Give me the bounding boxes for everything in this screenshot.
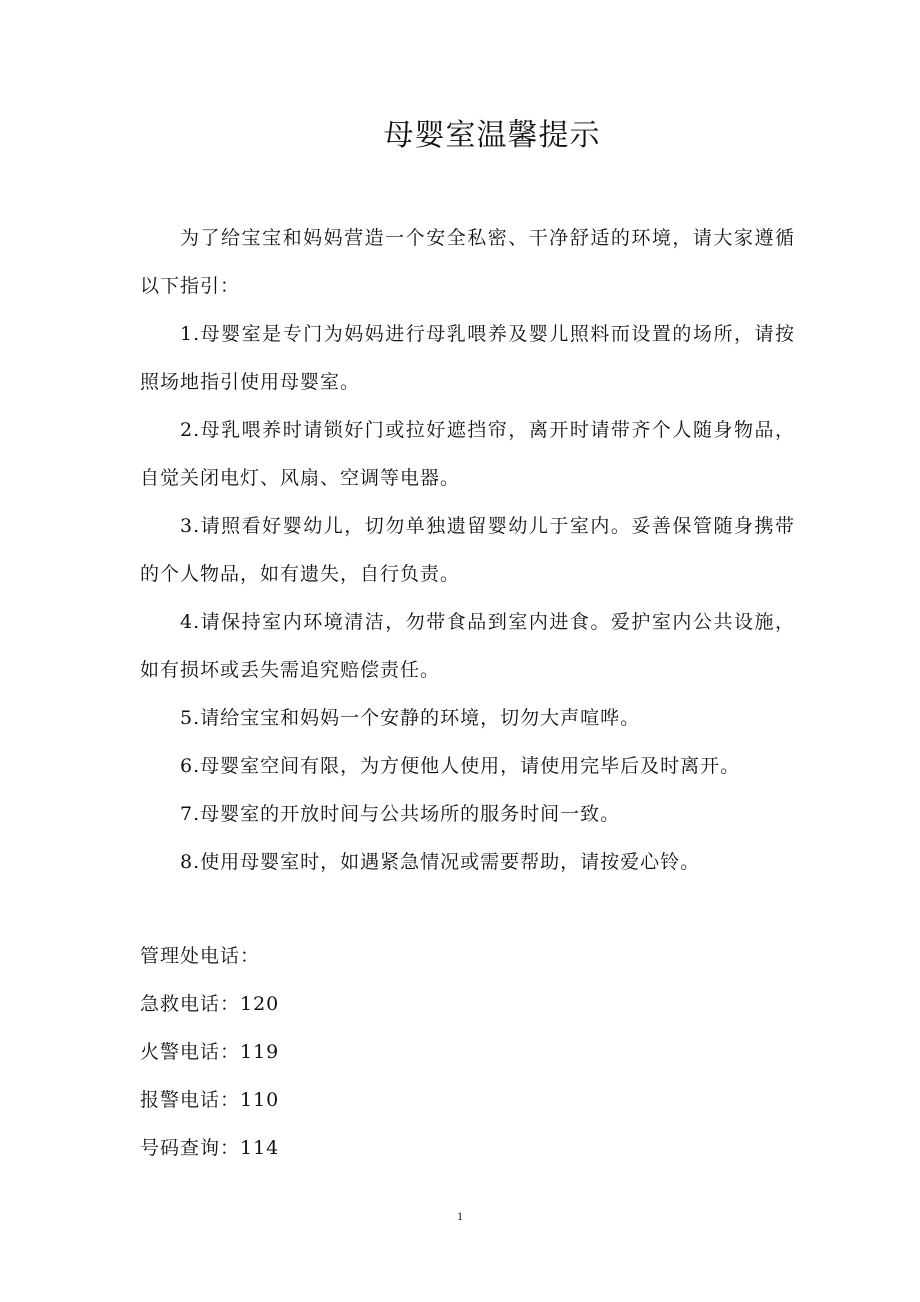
directory-phone: 号码查询：114 [140,1137,280,1159]
guideline-item-1: 1.母婴室是专门为妈妈进行母乳喂养及婴儿照料而设置的场所，请按照场地指引使用母婴室。 [140,323,795,393]
contact-list [140,932,795,1172]
intro-paragraph: 为了给宝宝和妈妈营造一个安全私密、干净舒适的环境，请大家遵循以下指引： [140,227,795,297]
management-phone: 管理处电话： [140,945,261,967]
page-title: 母婴室温馨提示 [383,118,601,153]
guideline-item-4: 4.请保持室内环境清洁，勿带食品到室内进食。爱护室内公共设施，如有损坏或丢失需追究赔偿责任。 [140,611,795,681]
guideline-item-6: 6.母婴室空间有限，为方便他人使用，请使用完毕后及时离开。 [180,755,741,777]
guideline-item-7: 7.母婴室的开放时间与公共场所的服务时间一致。 [180,803,621,825]
guideline-item-3: 3.请照看好婴幼儿，切勿单独遗留婴幼儿于室内。妥善保管随身携带的个人物品，如有遗失，自行负责。 [140,515,795,585]
police-phone: 报警电话：110 [140,1089,280,1111]
guideline-item-8: 8.使用母婴室时，如遇紧急情况或需要帮助，请按爱心铃。 [180,851,701,873]
page-number: 1 [457,1209,463,1223]
guideline-item-5: 5.请给宝宝和妈妈一个安静的环境，切勿大声喧哗。 [180,707,641,729]
fire-phone: 火警电话：119 [140,1041,280,1063]
notice-body [140,214,795,886]
emergency-phone: 急救电话：120 [140,993,280,1015]
guideline-item-2: 2.母乳喂养时请锁好门或拉好遮挡帘，离开时请带齐个人随身物品，自觉关闭电灯、风扇、空调等电器。 [140,419,795,489]
